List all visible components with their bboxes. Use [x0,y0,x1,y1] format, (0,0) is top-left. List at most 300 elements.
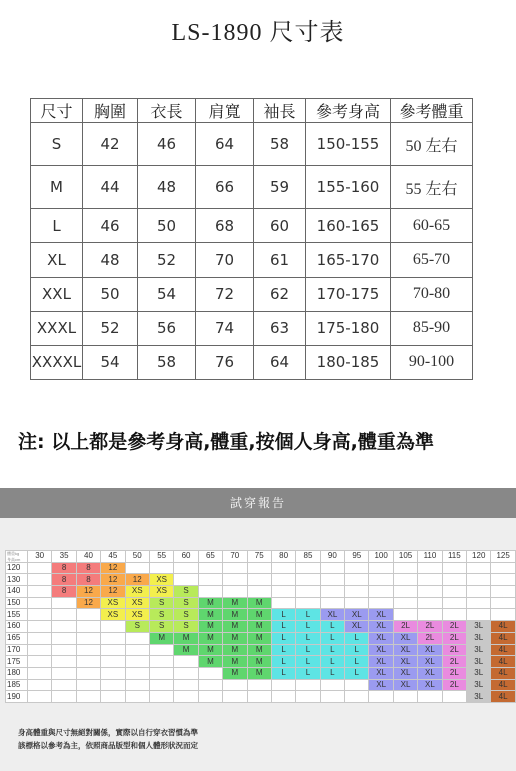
size-table-header-cell: 參考體重 [391,99,473,123]
trial-size-cell: L [271,632,295,644]
trial-size-cell [101,632,125,644]
size-table-cell: 66 [196,166,254,209]
trial-size-cell [28,667,52,679]
trial-size-cell [418,609,442,621]
trial-size-cell: M [223,597,247,609]
trial-size-cell [28,656,52,668]
trial-size-cell: XL [320,609,344,621]
height-row-label: 165 [6,632,28,644]
trial-size-cell [149,667,173,679]
trial-size-cell [198,691,222,703]
trial-size-cell [76,656,100,668]
trial-size-cell: 8 [52,574,76,586]
trial-size-cell [271,597,295,609]
weight-header-cell: 70 [223,551,247,563]
height-row-label: 185 [6,679,28,691]
trial-size-cell [149,679,173,691]
trial-size-cell: 4L [491,644,515,656]
size-table-cell: 175-180 [306,311,391,345]
trial-size-cell: XL [418,644,442,656]
trial-size-cell [393,562,417,574]
trial-corner-cell [6,551,28,563]
trial-row [6,644,516,656]
weight-header-cell: 90 [320,551,344,563]
trial-size-cell [149,644,173,656]
trial-size-cell [52,691,76,703]
weight-header-cell: 120 [467,551,491,563]
trial-size-cell [52,644,76,656]
trial-row [6,621,516,633]
size-table-header-cell: 胸圍 [83,99,138,123]
trial-size-cell [174,691,198,703]
trial-size-cell [418,574,442,586]
weight-header-cell: 85 [296,551,320,563]
size-table-cell: 63 [254,311,306,345]
trial-size-cell: XL [393,679,417,691]
trial-size-cell: 12 [101,586,125,598]
trial-size-cell: 12 [125,574,149,586]
trial-size-cell: XL [418,679,442,691]
trial-size-cell [28,691,52,703]
trial-size-cell [101,621,125,633]
trial-size-cell [125,632,149,644]
trial-size-cell [296,562,320,574]
trial-size-cell: M [198,656,222,668]
trial-size-cell [345,574,369,586]
trial-size-cell: 3L [467,691,491,703]
weight-header-cell: 105 [393,551,417,563]
size-table-cell: 150-155 [306,123,391,166]
size-table-cell: 65-70 [391,243,473,277]
height-row-label: 140 [6,586,28,598]
trial-row [6,574,516,586]
weight-header-cell: 30 [28,551,52,563]
trial-size-cell [198,667,222,679]
size-table-cell: 170-175 [306,277,391,311]
trial-size-cell [149,656,173,668]
size-table-cell: 68 [196,209,254,243]
trial-row [6,691,516,703]
trial-size-cell: S [174,586,198,598]
size-table-cell: XXXL [31,311,83,345]
size-table-cell: M [31,166,83,209]
trial-size-cell: 12 [76,597,100,609]
trial-size-cell [125,667,149,679]
size-table-row [31,277,473,311]
size-table-cell: 59 [254,166,306,209]
trial-size-cell: 12 [101,562,125,574]
trial-size-cell [345,597,369,609]
size-table-cell: 64 [196,123,254,166]
trial-size-cell: L [296,621,320,633]
trial-size-cell [442,597,466,609]
trial-size-cell [101,656,125,668]
size-table-cell: 160-165 [306,209,391,243]
size-table-cell: 55 左右 [391,166,473,209]
trial-size-cell [174,667,198,679]
trial-size-cell: XL [369,656,393,668]
trial-size-cell [247,574,271,586]
trial-size-cell: 8 [52,562,76,574]
trial-size-cell: M [223,644,247,656]
trial-size-cell [76,679,100,691]
trial-size-cell [28,609,52,621]
size-table-cell: 48 [83,243,138,277]
trial-size-cell [418,597,442,609]
size-table-cell: 46 [83,209,138,243]
trial-size-cell: XS [149,586,173,598]
trial-size-cell: L [345,632,369,644]
trial-size-cell: M [198,621,222,633]
trial-size-cell [101,679,125,691]
trial-size-cell [467,597,491,609]
size-table-cell: 50 [83,277,138,311]
trial-size-cell [223,562,247,574]
trial-size-cell [271,574,295,586]
trial-size-cell: 2L [418,632,442,644]
weight-header-cell: 65 [198,551,222,563]
trial-size-cell: 12 [101,574,125,586]
size-note: 注: 以上都是參考身高,體重,按個人身高,體重為準 [18,431,434,453]
trial-size-cell: XL [369,621,393,633]
trial-size-cell [271,586,295,598]
trial-size-cell [52,667,76,679]
trial-weight-header [6,551,516,563]
size-table [30,98,473,380]
size-table-header [31,99,473,123]
trial-size-cell [247,691,271,703]
trial-size-cell: XL [345,609,369,621]
trial-size-cell [320,679,344,691]
weight-header-cell: 45 [101,551,125,563]
trial-size-cell [320,597,344,609]
size-table-cell: 48 [138,166,196,209]
trial-size-cell: 2L [442,679,466,691]
trial-size-cell [247,562,271,574]
trial-size-cell: XS [125,597,149,609]
trial-size-cell: M [223,632,247,644]
trial-size-cell: L [345,667,369,679]
trial-size-cell [223,586,247,598]
trial-size-cell: M [247,597,271,609]
size-table-cell: 60-65 [391,209,473,243]
trial-size-cell: L [296,644,320,656]
weight-header-cell: 50 [125,551,149,563]
trial-size-cell [125,562,149,574]
size-table-cell: L [31,209,83,243]
height-row-label: 150 [6,597,28,609]
trial-size-cell [52,621,76,633]
trial-size-cell [296,574,320,586]
trial-size-cell: 8 [52,586,76,598]
trial-size-cell: L [271,644,295,656]
trial-size-cell [76,691,100,703]
trial-size-cell: XL [369,632,393,644]
trial-size-cell [76,644,100,656]
size-table-cell: 90-100 [391,345,473,379]
size-table-cell: 44 [83,166,138,209]
trial-size-cell [345,586,369,598]
size-table-cell: 72 [196,277,254,311]
trial-size-cell [467,609,491,621]
size-table-cell: 52 [138,243,196,277]
trial-size-cell [271,691,295,703]
trial-size-cell: XS [149,574,173,586]
size-table-row [31,345,473,379]
trial-size-cell [320,562,344,574]
size-table-cell: 85-90 [391,311,473,345]
trial-size-cell [296,691,320,703]
size-table-row [31,311,473,345]
trial-size-cell: M [198,597,222,609]
trial-size-cell: M [198,632,222,644]
weight-header-cell: 60 [174,551,198,563]
trial-size-cell: S [125,621,149,633]
trial-size-cell: 2L [442,632,466,644]
trial-size-cell [52,597,76,609]
size-table-cell: 180-185 [306,345,391,379]
trial-size-cell [345,679,369,691]
trial-size-cell: 4L [491,632,515,644]
size-table-cell: 56 [138,311,196,345]
size-table-row [31,209,473,243]
trial-size-cell [393,691,417,703]
size-table-cell: 58 [254,123,306,166]
trial-size-cell: 8 [76,562,100,574]
weight-header-cell: 40 [76,551,100,563]
trial-size-cell: S [174,597,198,609]
trial-size-cell: XL [345,621,369,633]
trial-row [6,586,516,598]
trial-size-cell [296,597,320,609]
trial-size-cell [52,656,76,668]
trial-size-cell: M [174,632,198,644]
size-table-cell: 70 [196,243,254,277]
corner-height-label: 身高cm [7,557,21,562]
trial-size-cell: 2L [442,621,466,633]
trial-size-cell: M [198,609,222,621]
trial-size-cell [76,609,100,621]
trial-size-cell: 2L [418,621,442,633]
trial-size-cell [491,562,515,574]
weight-header-cell: 125 [491,551,515,563]
trial-size-cell: 2L [442,656,466,668]
trial-row [6,679,516,691]
weight-header-cell: 95 [345,551,369,563]
size-table-header-cell: 袖長 [254,99,306,123]
trial-size-cell [52,679,76,691]
size-table-cell: 50 左右 [391,123,473,166]
height-row-label: 155 [6,609,28,621]
size-table-cell: XXL [31,277,83,311]
trial-size-cell: M [247,644,271,656]
size-table-cell: 58 [138,345,196,379]
trial-size-cell: S [149,621,173,633]
trial-size-cell [76,632,100,644]
trial-size-cell: S [174,621,198,633]
trial-size-cell: 4L [491,667,515,679]
trial-size-cell [271,679,295,691]
trial-size-cell: L [296,632,320,644]
height-row-label: 130 [6,574,28,586]
size-table-header-cell: 參考身高 [306,99,391,123]
trial-size-cell: 8 [76,574,100,586]
trial-size-cell: 12 [76,586,100,598]
trial-size-cell [418,691,442,703]
size-table-row [31,243,473,277]
trial-size-cell [491,586,515,598]
trial-row [6,597,516,609]
trial-size-cell: L [271,621,295,633]
trial-size-cell [247,679,271,691]
trial-size-cell [28,621,52,633]
trial-size-cell: L [296,667,320,679]
height-row-label: 120 [6,562,28,574]
trial-size-cell [223,691,247,703]
trial-size-cell: L [271,667,295,679]
trial-size-cell: S [149,597,173,609]
trial-size-cell: M [149,632,173,644]
trial-size-cell: L [320,667,344,679]
trial-size-cell: 3L [467,667,491,679]
trial-size-cell: 3L [467,644,491,656]
trial-size-cell [369,574,393,586]
trial-size-cell: M [174,644,198,656]
trial-size-cell: L [296,609,320,621]
trial-note [18,726,508,752]
trial-size-cell [28,644,52,656]
trial-size-cell: 3L [467,679,491,691]
trial-size-cell: XL [393,667,417,679]
size-table-cell: 76 [196,345,254,379]
trial-size-cell: XL [369,609,393,621]
trial-size-cell [442,574,466,586]
trial-size-cell [491,574,515,586]
height-row-label: 170 [6,644,28,656]
trial-report-table [5,550,516,703]
size-table-cell: 54 [138,277,196,311]
size-table-cell: XXXXL [31,345,83,379]
trial-size-cell [76,667,100,679]
size-table-cell: 46 [138,123,196,166]
trial-row [6,656,516,668]
trial-size-cell [442,562,466,574]
size-table-cell: 74 [196,311,254,345]
trial-size-cell: M [223,656,247,668]
trial-size-cell [174,574,198,586]
height-row-label: 175 [6,656,28,668]
size-table-cell: 70-80 [391,277,473,311]
trial-size-cell: L [345,644,369,656]
trial-size-cell: L [320,644,344,656]
trial-size-cell [418,586,442,598]
size-table-header-cell: 衣長 [138,99,196,123]
trial-size-cell: L [320,632,344,644]
trial-size-cell [442,586,466,598]
trial-size-cell [198,574,222,586]
size-table-cell: S [31,123,83,166]
trial-size-cell: 2L [442,644,466,656]
trial-size-cell: 3L [467,632,491,644]
trial-size-cell [223,679,247,691]
trial-row [6,667,516,679]
weight-header-cell: 80 [271,551,295,563]
size-table-row [31,123,473,166]
trial-size-cell [247,586,271,598]
trial-size-cell: 2L [393,621,417,633]
trial-size-cell: XL [393,656,417,668]
trial-size-cell: XL [418,667,442,679]
trial-size-cell [296,679,320,691]
trial-size-cell [442,609,466,621]
trial-row [6,562,516,574]
trial-size-cell [101,667,125,679]
trial-size-cell [320,586,344,598]
trial-size-cell: XL [369,679,393,691]
trial-size-cell [442,691,466,703]
size-table-cell: XL [31,243,83,277]
trial-size-cell [28,574,52,586]
trial-size-cell [76,621,100,633]
size-table-row [31,166,473,209]
trial-size-cell [52,609,76,621]
trial-size-cell [28,562,52,574]
trial-size-cell [125,679,149,691]
trial-size-cell [418,562,442,574]
trial-size-cell: 4L [491,656,515,668]
weight-header-cell: 35 [52,551,76,563]
trial-size-cell [467,586,491,598]
trial-size-cell [198,679,222,691]
trial-report-header: 試穿報告 [0,488,516,518]
trial-size-cell: XS [101,609,125,621]
trial-report-section [0,488,516,771]
trial-size-cell: XL [369,667,393,679]
trial-size-cell [28,679,52,691]
trial-size-cell [271,562,295,574]
trial-size-cell: 2L [442,667,466,679]
trial-size-cell [296,586,320,598]
size-table-cell: 155-160 [306,166,391,209]
trial-size-cell: M [247,609,271,621]
height-row-label: 180 [6,667,28,679]
trial-size-cell [393,586,417,598]
trial-size-cell: 4L [491,621,515,633]
trial-size-cell [198,562,222,574]
trial-size-cell [393,597,417,609]
page-title: LS-1890 尺寸表 [171,20,345,46]
trial-size-cell [369,562,393,574]
trial-size-cell [223,574,247,586]
size-table-cell: 42 [83,123,138,166]
trial-size-cell: M [247,656,271,668]
trial-size-cell [345,691,369,703]
trial-size-cell: M [223,609,247,621]
trial-size-cell: M [247,667,271,679]
trial-size-cell [125,656,149,668]
trial-size-cell: 4L [491,691,515,703]
trial-row [6,632,516,644]
trial-note-line: 身高體重與尺寸無絕對關係，實際以自行穿衣習慣為準 [18,728,198,737]
trial-size-cell [491,597,515,609]
trial-size-cell: 3L [467,656,491,668]
trial-size-cell: 3L [467,621,491,633]
trial-size-cell [369,597,393,609]
trial-size-cell [174,656,198,668]
trial-size-cell [125,644,149,656]
weight-header-cell: 100 [369,551,393,563]
size-table-cell: 62 [254,277,306,311]
